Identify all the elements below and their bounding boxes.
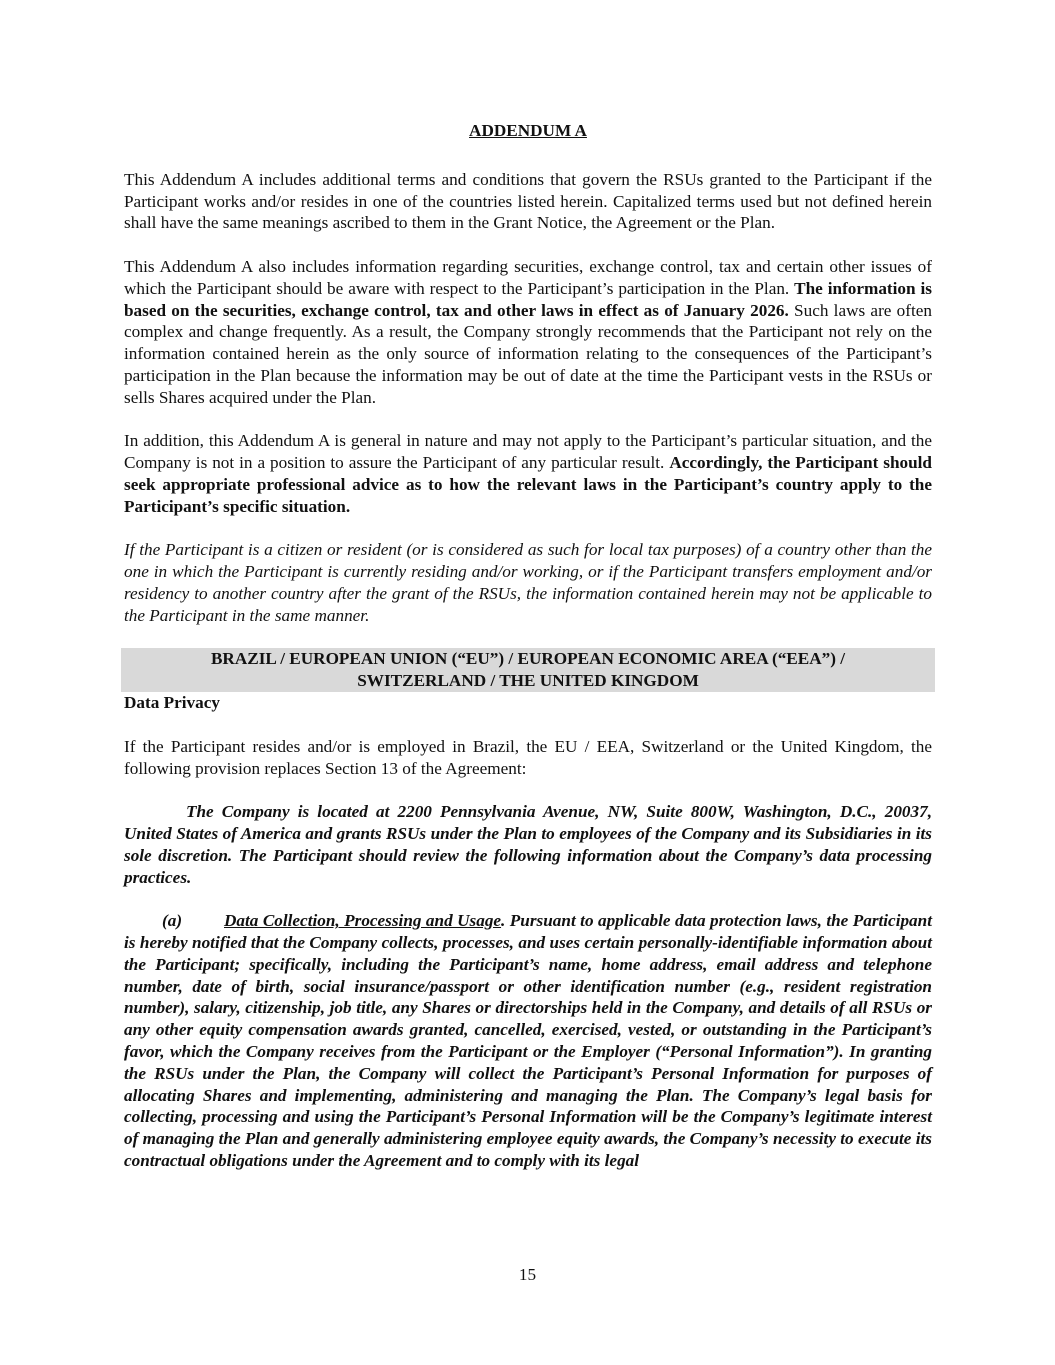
page-title: ADDENDUM A [469, 121, 587, 140]
item-a-paragraph [124, 910, 932, 1172]
item-a-heading: Data Collection, Processing and Usage [224, 911, 502, 931]
section-heading: Data Privacy [124, 693, 220, 713]
intro-paragraph-3-text: In addition, this Addendum A is general in nature and may not apply to the Participant’s particular situation, and the Company is not in a position to assure the Participant of any particular result. [124, 431, 932, 473]
section-intro: If the Participant resides and/or is employed in Brazil, the EU / EEA, Switzerland or the United Kingdom, the following provision replaces Section 13 of the Agreement: [124, 736, 932, 778]
item-a-label: (a) [162, 911, 183, 931]
page-number: 15 [518, 1265, 537, 1284]
document-page [124, 120, 932, 1172]
item-a-text: . Pursuant to applicable data protection laws, the Participant is hereby notified that the Company collects, processes, and uses certain personally-identifiable information about the Participant; specifically, including the Participant’s name, home address, email address and telephone number, date of birth, social insurance/passport or other identification number (e.g., resident registration number), salary, citizenship, job title, any Shares or directorships held in the Company, and details of all RSUs or any other equity compensation awards granted, cancelled, exercised, vested, or outstanding in the Participant’s favor, which the Company receives from the Participant or the Employer (“Personal Information”). In granting the RSUs under the Plan, the Company will collect the Participant’s Personal Information for purposes of allocating Shares and implementing, administering and managing the Plan. The Company’s legal basis for collecting, processing and using the Participant’s Personal Information will be the Company’s legitimate interest of managing the Plan and generally administering employee equity awards, the Company’s necessity to execute its contractual obligations under the Agreement and to comply with its legal [124, 911, 932, 1171]
country-banner-line-1: BRAZIL / EUROPEAN UNION (“EU”) / EUROPEAN ECONOMIC AREA (“EEA”) / [210, 649, 846, 669]
intro-paragraph-1: This Addendum A includes additional terms and conditions that govern the RSUs granted to the Participant if the Participant works and/or resides in one of the countries listed herein. Capitalized terms used but not defined herein shall have the same meanings ascribed to them in the Grant Notice, the Agreement or the Plan. [124, 169, 932, 233]
intro-paragraph-2-bold: The information is based on the securities, exchange control, tax and other laws in effect as of January 2026. [124, 278, 932, 320]
company-paragraph: The Company is located at 2200 Pennsylvania Avenue, NW, Suite 800W, Washington, D.C., 20037, United States of America and grants RSUs under the Plan to employees of the Company and its Subsidiaries in its sole discretion. The Participant should review the following information about the Company’s data processing practices. [124, 802, 932, 887]
country-banner [121, 648, 935, 692]
intro-paragraph-2 [124, 256, 932, 409]
intro-paragraph-2-text-b: Such laws are often complex and change frequently. As a result, the Company strongly recommends that the Participant not rely on the information contained herein as the only source of information relating to the consequences of the Participant’s participation in the Plan because the information may be out of date at the time the Participant vests in the RSUs or sells Shares acquired under the Plan. [124, 300, 932, 407]
intro-paragraph-3-bold: Accordingly, the Participant should seek appropriate professional advice as to how the relevant laws in the Participant’s country apply to the Participant’s specific situation. [124, 453, 932, 516]
intro-paragraph-3 [124, 430, 932, 517]
intro-paragraph-4: If the Participant is a citizen or resident (or is considered as such for local tax purposes) of a country other than the one in which the Participant is currently residing and/or working, or if the Participant transfers employment and/or residency to another country after the grant of the RSUs, the information contained herein may not be applicable to the Participant in the same manner. [124, 540, 932, 625]
country-banner-line-2: SWITZERLAND / THE UNITED KINGDOM [357, 671, 699, 691]
intro-paragraph-2-text-a: This Addendum A also includes information regarding securities, exchange control, tax and certain other issues of which the Participant should be aware with respect to the Participant’s participation in the Plan. [124, 256, 932, 298]
